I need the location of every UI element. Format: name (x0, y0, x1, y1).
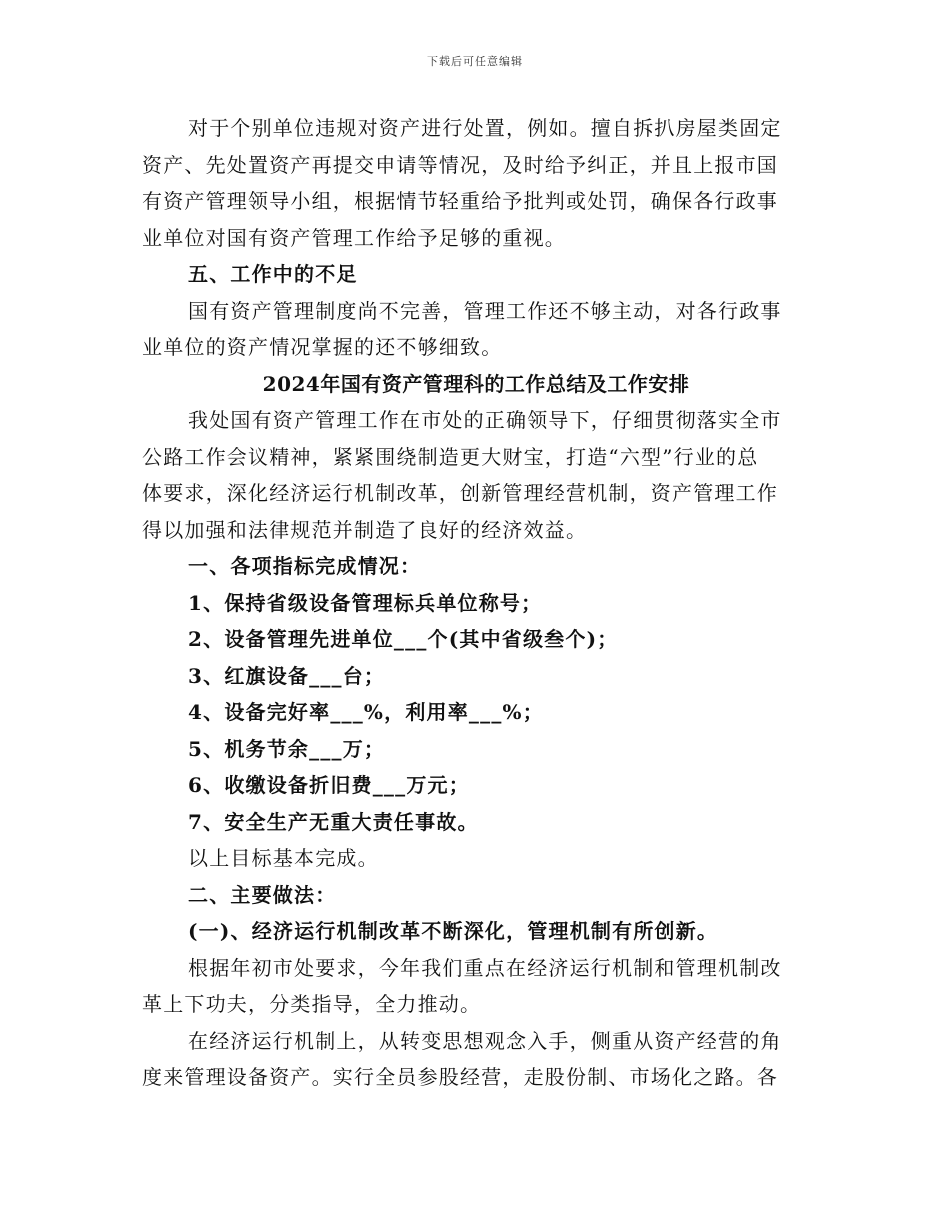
paragraph-line: 业单位对国有资产管理工作给予足够的重视。 (142, 225, 566, 250)
section-heading: 二、主要做法： (188, 882, 337, 907)
paragraph-line: 有资产管理领导小组，根据情节轻重给予批判或处罚，确保各行政事 (142, 189, 778, 213)
paragraph-line: 我处国有资产管理工作在市处的正确领导下，仔细贯彻落实全市 (188, 408, 782, 432)
paragraph-line: 得以加强和法律规范并制造了良好的经济效益。 (142, 517, 588, 542)
subsection-heading: (一)、经济运行机制改革不断深化，管理机制有所创新。 (188, 919, 719, 943)
list-item: 4、设备完好率___%，利用率___%； (188, 700, 544, 724)
paragraph-line: 资产、先处置资产再提交申请等情况，及时给予纠正，并且上报市国 (142, 152, 778, 177)
paragraph-line: 业单位的资产情况掌握的还不够细致。 (142, 335, 503, 359)
list-item: 2、设备管理先进单位___个(其中省级叁个)； (188, 627, 619, 651)
section-heading: 五、工作中的不足 (188, 262, 358, 286)
document-body (142, 110, 810, 1096)
section-heading: 一、各项指标完成情况： (188, 554, 422, 578)
list-item: 3、红旗设备___台； (188, 663, 386, 688)
list-item: 7、安全生产无重大责任事故。 (188, 809, 479, 834)
paragraph-line: 在经济运行机制上，从转变思想观念入手，侧重从资产经营的角 (188, 1028, 782, 1053)
document-title: 2024年国有资产管理科的工作总结及工作安排 (262, 371, 690, 396)
list-item: 5、机务节余___万； (188, 736, 386, 761)
paragraph-line: 体要求，深化经济运行机制改革，创新管理经营机制，资产管理工作 (142, 481, 778, 505)
paragraph-line: 以上目标基本完成。 (188, 846, 379, 870)
paragraph-line: 国有资产管理制度尚不完善，管理工作还不够主动，对各行政事 (188, 298, 782, 323)
paragraph-line: 度来管理设备资产。实行全员参股经营，走股份制、市场化之路。各 (142, 1065, 778, 1089)
paragraph-line: 对于个别单位违规对资产进行处置，例如。擅自拆扒房屋类固定 (188, 116, 782, 140)
list-item: 1、保持省级设备管理标兵单位称号； (188, 590, 543, 615)
paragraph-line: 公路工作会议精神，紧紧围绕制造更大财宝，打造“六型”行业的总 (142, 444, 759, 469)
page-header: 下载后可任意编辑 (427, 55, 523, 68)
paragraph-line: 根据年初市处要求，今年我们重点在经济运行机制和管理机制改 (188, 955, 782, 980)
paragraph-line: 革上下功夫，分类指导，全力推动。 (142, 992, 482, 1016)
list-item: 6、收缴设备折旧费___万元； (188, 773, 470, 797)
